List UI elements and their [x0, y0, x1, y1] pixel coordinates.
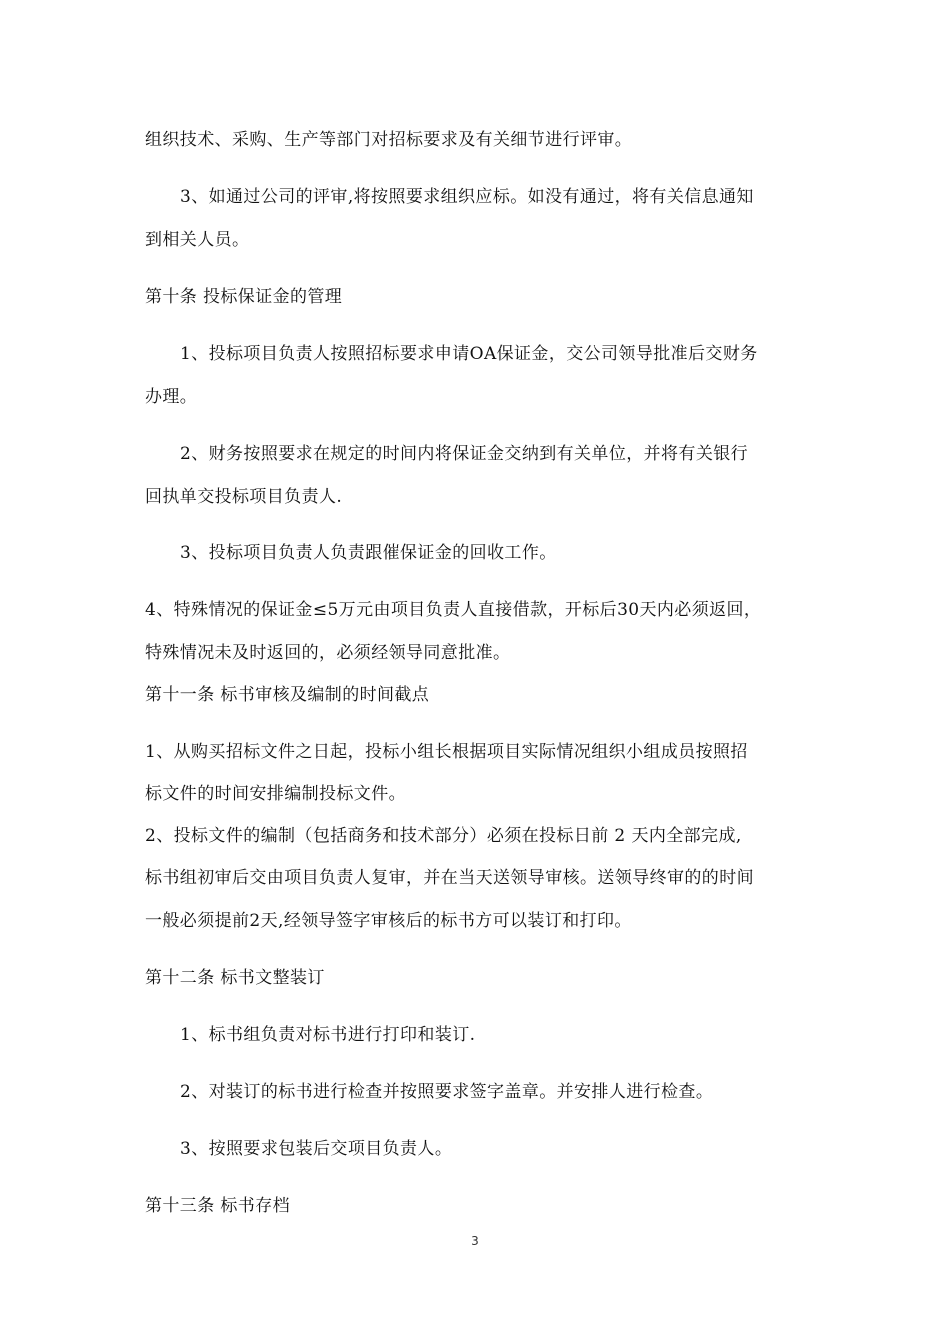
paragraph-line: 3、如通过公司的评审,将按照要求组织应标。如没有通过，将有关信息通知 — [180, 187, 754, 207]
section-heading: 第十二条 标书文整装订 — [145, 968, 325, 988]
paragraph-line: 一般必须提前2天,经领导签字审核后的标书方可以装订和打印。 — [145, 911, 632, 931]
paragraph-line: 到相关人员。 — [145, 230, 250, 250]
paragraph-line: 1、从购买招标文件之日起，投标小组长根据项目实际情况组织小组成员按照招 — [145, 742, 748, 762]
paragraph-line: 组织技术、采购、生产等部门对招标要求及有关细节进行评审。 — [145, 130, 633, 150]
page-number: 3 — [471, 1234, 479, 1248]
paragraph-line: 2、财务按照要求在规定的时间内将保证金交纳到有关单位，并将有关银行 — [180, 444, 749, 464]
paragraph-line: 2、投标文件的编制（包括商务和技术部分）必须在投标日前 2 天内全部完成, — [145, 826, 742, 846]
paragraph-line: 1、投标项目负责人按照招标要求申请OA保证金，交公司领导批准后交财务 — [180, 344, 758, 364]
paragraph-line: 1、标书组负责对标书进行打印和装订. — [180, 1025, 476, 1045]
paragraph-line: 3、按照要求包装后交项目负责人。 — [180, 1139, 453, 1159]
section-heading: 第十三条 标书存档 — [145, 1196, 291, 1216]
paragraph-line: 办理。 — [145, 387, 198, 407]
paragraph-line: 3、投标项目负责人负责跟催保证金的回收工作。 — [180, 543, 557, 563]
paragraph-line: 回执单交投标项目负责人. — [145, 487, 343, 507]
paragraph-line: 2、对装订的标书进行检查并按照要求签字盖章。并安排人进行检查。 — [180, 1082, 714, 1102]
paragraph-line: 标文件的时间安排编制投标文件。 — [145, 784, 406, 804]
section-heading: 第十条 投标保证金的管理 — [145, 287, 343, 307]
paragraph-line: 4、特殊情况的保证金≤5万元由项目负责人直接借款，开标后30天内必须返回， — [145, 600, 762, 620]
section-heading: 第十一条 标书审核及编制的时间截点 — [145, 685, 430, 705]
paragraph-line: 标书组初审后交由项目负责人复审，并在当天送领导审核。送领导终审的的时间 — [145, 868, 754, 888]
paragraph-line: 特殊情况未及时返回的，必须经领导同意批准。 — [145, 643, 511, 663]
